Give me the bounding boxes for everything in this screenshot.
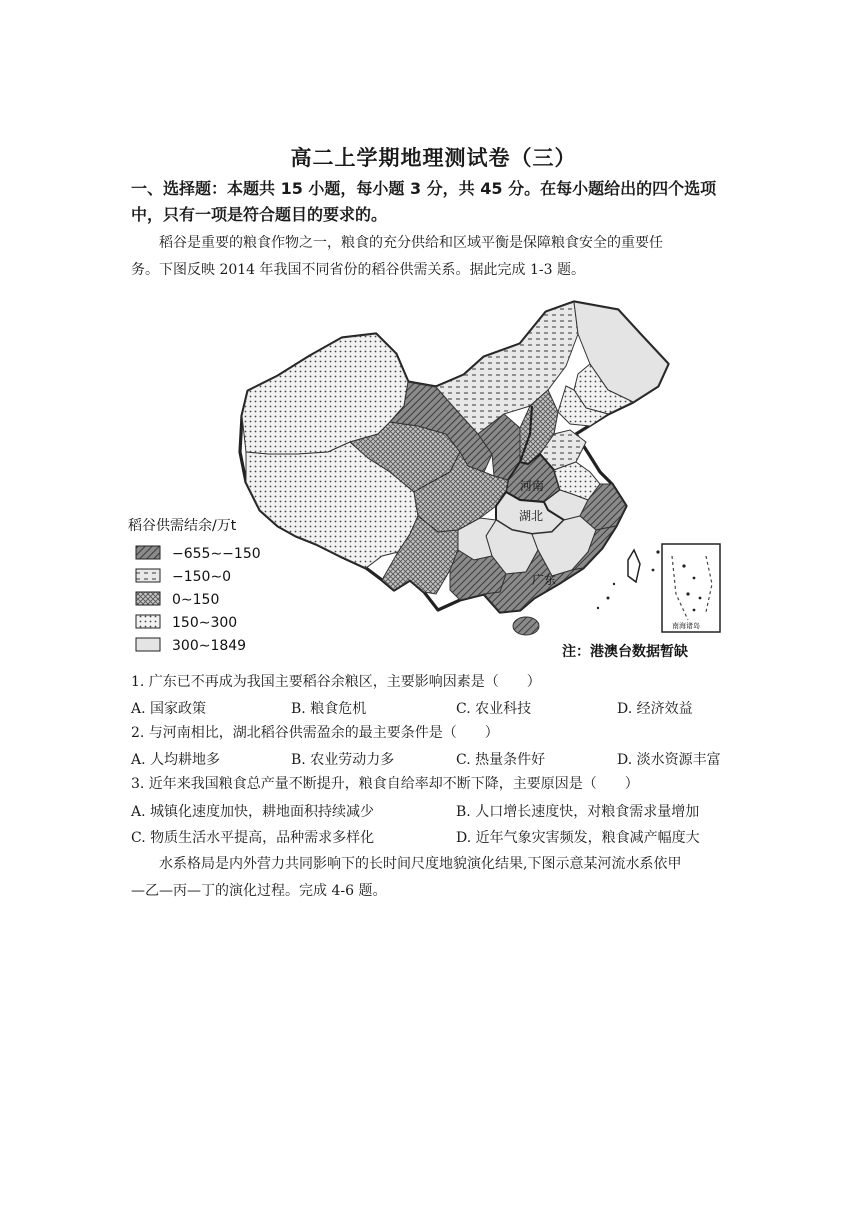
- label-guangdong: 广东: [532, 573, 557, 587]
- legend-title: 稻谷供需结余/万t: [128, 518, 237, 534]
- section-heading-line-1: 一、选择题：本题共 15 小题，每小题 3 分，共 45 分。在每小题给出的四个选项: [131, 179, 717, 198]
- section-heading-line-2: 中，只有一项是符合题目的要求的。: [131, 205, 388, 224]
- q1-option-c[interactable]: C. 农业科技: [456, 701, 532, 717]
- legend-label-1: −655∼−150: [172, 546, 261, 562]
- rice-supply-map: [128, 294, 746, 670]
- legend-swatch-1: [136, 546, 160, 559]
- legend-swatch-3: [136, 592, 160, 605]
- q1-option-d[interactable]: D. 经济效益: [617, 701, 693, 717]
- label-hubei: 湖北: [519, 509, 544, 523]
- intro-paragraph-line-1: 稻谷是重要的粮食作物之一，粮食的充分供给和区域平衡是保障粮食安全的重要任: [159, 235, 663, 251]
- label-south-sea: 南海诸岛: [672, 622, 700, 630]
- q3-option-a[interactable]: A. 城镇化速度加快，耕地面积持续减少: [131, 804, 375, 820]
- q3-option-d[interactable]: D. 近年气象灾害频发，粮食减产幅度大: [456, 830, 700, 846]
- question-3-stem: 3. 近年来我国粮食总产量不断提升，粮食自给率却不断下降，主要原因是（ ）: [131, 776, 639, 792]
- question-2-stem: 2. 与河南相比，湖北稻谷供需盈余的最主要条件是（ ）: [131, 725, 499, 741]
- intro-paragraph-line-2: 务。下图反映 2014 年我国不同省份的稻谷供需关系。据此完成 1-3 题。: [131, 262, 585, 278]
- china-map-svg: [128, 294, 746, 670]
- legend-label-2: −150∼0: [172, 569, 232, 585]
- question-1-stem: 1. 广东已不再成为我国主要稻谷余粮区，主要影响因素是（ ）: [131, 674, 541, 690]
- q2-option-d[interactable]: D. 淡水资源丰富: [617, 752, 721, 768]
- question-3-options-row-1: [131, 801, 743, 821]
- legend-label-3: 0∼150: [172, 592, 220, 608]
- legend-swatch-2: [136, 569, 160, 582]
- legend-label-4: 150∼300: [172, 615, 238, 631]
- map-note: 注：港澳台数据暂缺: [562, 644, 688, 660]
- q2-option-b[interactable]: B. 农业劳动力多: [291, 752, 395, 768]
- legend-swatch-5: [136, 638, 160, 651]
- q2-option-a[interactable]: A. 人均耕地多: [131, 752, 221, 768]
- label-henan: 河南: [520, 479, 545, 493]
- intro-2-line-2: —乙—丙—丁的演化过程。完成 4-6 题。: [131, 883, 387, 899]
- region-hainan: [513, 617, 539, 635]
- page-title: 高二上学期地理测试卷（三）: [290, 146, 577, 170]
- q3-option-c[interactable]: C. 物质生活水平提高，品种需求多样化: [131, 830, 375, 846]
- q1-option-a[interactable]: A. 国家政策: [131, 701, 207, 717]
- map-legend: [128, 517, 261, 654]
- q3-option-b[interactable]: B. 人口增长速度快，对粮食需求量增加: [456, 804, 700, 820]
- region-taiwan: [628, 550, 640, 582]
- question-2-options: [131, 749, 743, 769]
- intro-2-line-1: 水系格局是内外营力共同影响下的长时间尺度地貌演化结果,下图示意某河流水系依甲: [159, 856, 682, 872]
- legend-swatch-4: [136, 615, 160, 628]
- question-3-options-row-2: [131, 827, 743, 847]
- q2-option-c[interactable]: C. 热量条件好: [456, 752, 546, 768]
- question-1-options: [131, 698, 743, 718]
- legend-label-5: 300∼1849: [172, 638, 247, 654]
- q1-option-b[interactable]: B. 粮食危机: [291, 701, 367, 717]
